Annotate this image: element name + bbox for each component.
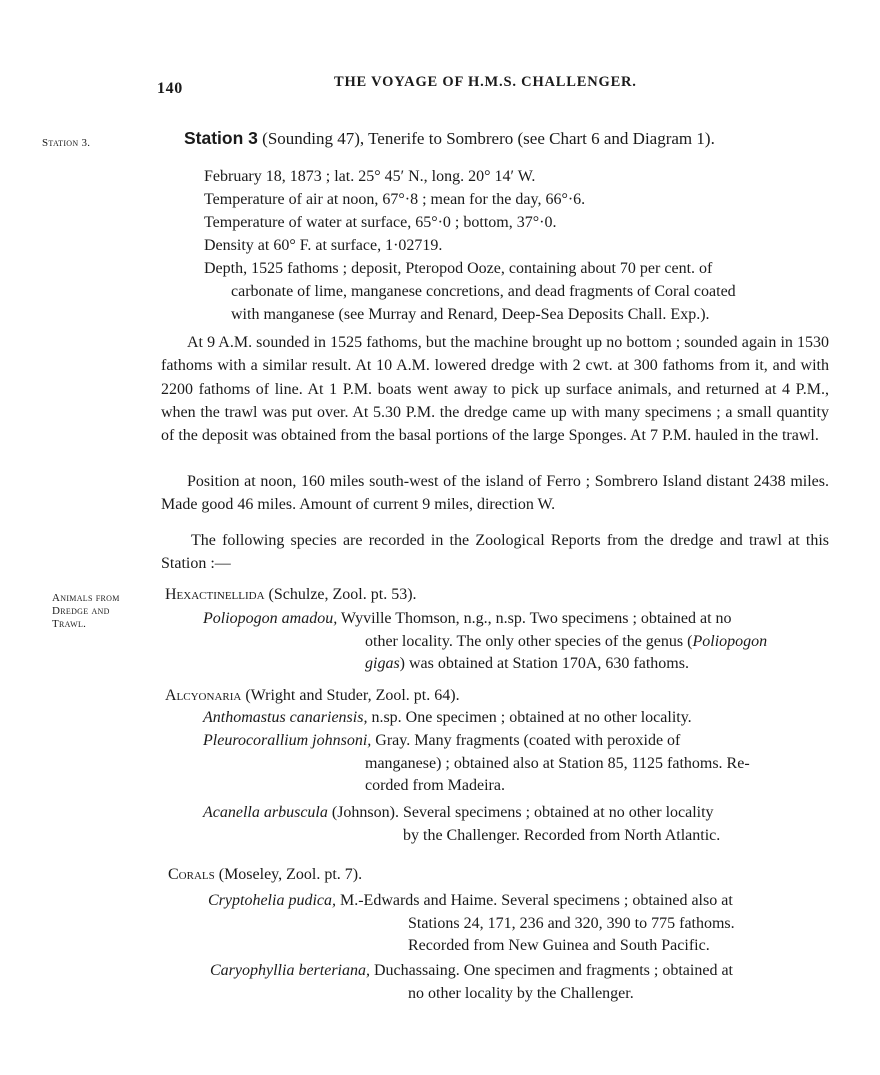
species-name: Acanella arbuscula (203, 804, 328, 821)
species-desc: manganese) ; obtained also at Station 85, 1125 fathoms. Re- (365, 754, 750, 772)
species-desc: Gray. Many fragments (coated with peroxide of (371, 732, 681, 749)
species-desc: other locality. The only other species of the genus ( (365, 632, 693, 650)
species-desc: no other locality by the Challenger. (408, 984, 634, 1002)
species-name-inline: Poliopogon (692, 632, 768, 650)
narrative-paragraph-2: Position at noon, 160 miles south-west of the island of Ferro ; Sombrero Island distant 2438 miles. Made good 46 miles. Amount of current 9 miles, direction W. (161, 473, 829, 514)
species-entry (203, 730, 833, 798)
group-heading-alcyonaria (165, 687, 460, 705)
species-desc: Recorded from New Guinea and South Pacific. (408, 937, 710, 954)
group-heading-corals (168, 866, 362, 884)
species-desc: n.sp. One specimen ; obtained at no other locality. (367, 709, 692, 726)
species-entry (203, 608, 833, 676)
obs-water-temp: Temperature of water at surface, 65°·0 ; bottom, 37°·0. (204, 214, 557, 231)
species-entry (203, 802, 833, 847)
margin-note-station: Station 3. (42, 137, 91, 149)
narrative-paragraph-1: At 9 A.M. sounded in 1525 fathoms, but the machine brought up no bottom ; sounded again in 1530 fathoms with a similar result. At 10 A.M. lowered dredge with 2 cwt. at 300 fathoms from it, and with 2200 fathoms of line. At 1 P.M. boats went away to pick up surface animals, and returned at 4 P.M., when the trawl was put over. At 5.30 P.M. the dredge came up with many specimens ; a small quantity of the deposit was obtained from the basal portions of the large Sponges. At 7 P.M. hauled in the trawl. (161, 334, 829, 445)
species-desc: by the Challenger. Recorded from North Atlantic. (403, 826, 721, 844)
margin-animals-1: Animals from (52, 592, 120, 604)
obs-air-temp: Temperature of air at noon, 67°·8 ; mean for the day, 66°·6. (204, 191, 586, 208)
margin-note-animals (52, 592, 120, 631)
species-desc: Duchassaing. One specimen and fragments ; obtained at (369, 962, 733, 979)
species-desc: (Johnson). Several specimens ; obtained at no other locality (327, 804, 714, 821)
margin-animals-2: Dredge and (52, 605, 110, 617)
species-name: Anthomastus canariensis, (203, 709, 368, 726)
page-number: 140 (157, 80, 183, 97)
station-heading (184, 128, 844, 149)
species-entry (210, 960, 840, 1005)
group-name: Alcyonaria (165, 687, 242, 704)
group-ref: (Wright and Studer, Zool. pt. 64). (241, 687, 460, 704)
group-name: Hexactinellida (165, 586, 265, 603)
species-desc: ) was obtained at Station 170A, 630 fathoms. (399, 655, 689, 672)
group-heading-hexactinellida (165, 586, 417, 604)
species-desc: corded from Madeira. (365, 777, 505, 794)
station-heading-bold: Station 3 (184, 128, 258, 148)
obs-date: February 18, 1873 ; lat. 25° 45′ N., long. 20° 14′ W. (204, 168, 536, 185)
species-desc: M.-Edwards and Haime. Several specimens ; obtained also at (335, 892, 733, 909)
running-title: THE VOYAGE OF H.M.S. CHALLENGER. (334, 74, 637, 90)
group-name: Corals (168, 866, 215, 883)
narrative-paragraph-3: The following species are recorded in the Zoological Reports from the dredge and trawl at this Station :— (161, 532, 829, 573)
obs-depth-3: with manganese (see Murray and Renard, Deep-Sea Deposits Chall. Exp.). (231, 306, 710, 323)
species-entry (208, 890, 838, 958)
species-entry (203, 707, 833, 730)
species-desc: Stations 24, 171, 236 and 320, 390 to 775 fathoms. (408, 914, 735, 932)
group-ref: (Schulze, Zool. pt. 53). (264, 586, 417, 603)
species-name: Pleurocorallium johnsoni, (203, 732, 372, 749)
station-heading-rest: (Sounding 47), Tenerife to Sombrero (see Chart 6 and Diagram 1). (257, 129, 715, 148)
species-name: Cryptohelia pudica, (208, 892, 336, 909)
obs-density: Density at 60° F. at surface, 1·02719. (204, 237, 443, 254)
observations-block (204, 165, 736, 326)
group-ref: (Moseley, Zool. pt. 7). (214, 866, 363, 883)
obs-depth-1: Depth, 1525 fathoms ; deposit, Pteropod Ooze, containing about 70 per cent. of (204, 260, 713, 277)
margin-animals-3: Trawl. (52, 618, 87, 630)
obs-depth-2: carbonate of lime, manganese concretions, and dead fragments of Coral coated (231, 283, 736, 300)
species-name-inline: gigas (365, 655, 400, 672)
species-name: Poliopogon amadou, (203, 610, 338, 627)
species-desc: Wyville Thomson, n.g., n.sp. Two specimens ; obtained at no (337, 610, 732, 627)
species-name: Caryophyllia berteriana, (210, 962, 370, 979)
